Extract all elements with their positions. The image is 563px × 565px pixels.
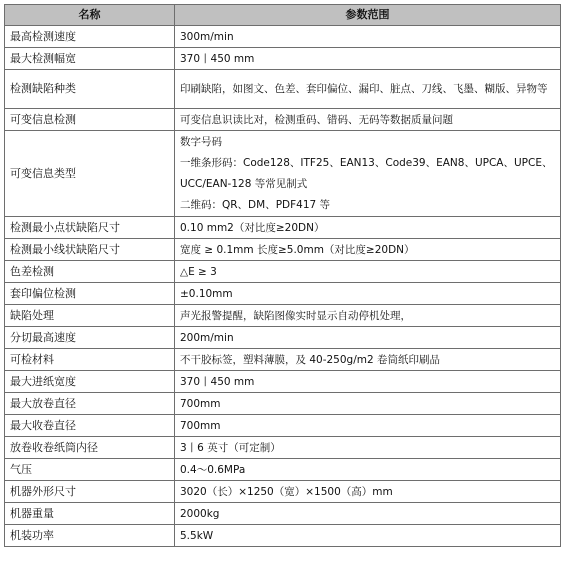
row-label: 最高检测速度: [5, 26, 175, 48]
row-label: 机装功率: [5, 525, 175, 547]
table-row: [5, 305, 561, 327]
table-row: [5, 109, 561, 131]
row-label: 机器外形尺寸: [5, 481, 175, 503]
table-row: [5, 70, 561, 109]
table-row: [5, 503, 561, 525]
row-label: 最大收卷直径: [5, 415, 175, 437]
row-label: 机器重量: [5, 503, 175, 525]
table-row: [5, 525, 561, 547]
row-value-multiline: [175, 131, 561, 217]
row-value: 370丨450 mm: [175, 371, 561, 393]
row-value: 700mm: [175, 393, 561, 415]
row-value: 宽度 ≥ 0.1mm 长度≥5.0mm（对比度≥20DN）: [175, 239, 561, 261]
value-line: 一维条形码：Code128、ITF25、EAN13、Code39、EAN8、UPCA、UPCE、: [180, 156, 553, 169]
table-row: [5, 393, 561, 415]
table-row: [5, 459, 561, 481]
row-label: 放卷收卷纸筒内径: [5, 437, 175, 459]
value-line: 数字号码: [180, 135, 222, 148]
row-value: 700mm: [175, 415, 561, 437]
table-row: [5, 481, 561, 503]
row-label: 色差检测: [5, 261, 175, 283]
row-label: 检测最小线状缺陷尺寸: [5, 239, 175, 261]
table-row: [5, 48, 561, 70]
row-label: 可变信息类型: [5, 131, 175, 217]
table-row: [5, 261, 561, 283]
row-value: 不干胶标签，塑料薄膜，及 40-250g/m2 卷筒纸印刷品: [175, 349, 561, 371]
table-row: [5, 415, 561, 437]
value-line: 二维码：QR、DM、PDF417 等: [180, 198, 331, 211]
row-label: 最大进纸宽度: [5, 371, 175, 393]
row-label: 最大检测幅宽: [5, 48, 175, 70]
row-value: 2000kg: [175, 503, 561, 525]
row-value: 0.4～0.6MPa: [175, 459, 561, 481]
column-header-name: 名称: [5, 5, 175, 26]
row-value: △E ≥ 3: [175, 261, 561, 283]
table-row: [5, 239, 561, 261]
row-value: 5.5kW: [175, 525, 561, 547]
table-row: [5, 217, 561, 239]
row-label: 缺陷处理: [5, 305, 175, 327]
row-label: 可变信息检测: [5, 109, 175, 131]
table-row: [5, 283, 561, 305]
row-value: ±0.10mm: [175, 283, 561, 305]
table-row: [5, 131, 561, 217]
table-row: [5, 26, 561, 48]
table-row: [5, 349, 561, 371]
header-row: [5, 5, 561, 26]
row-label: 检测最小点状缺陷尺寸: [5, 217, 175, 239]
table-row: [5, 327, 561, 349]
table-row: [5, 437, 561, 459]
row-value: 3020（长）×1250（宽）×1500（高）mm: [175, 481, 561, 503]
row-value: 0.10 mm2（对比度≥20DN）: [175, 217, 561, 239]
column-header-range: 参数范围: [175, 5, 561, 26]
row-label: 气压: [5, 459, 175, 481]
row-label: 可检材料: [5, 349, 175, 371]
row-value: 200m/min: [175, 327, 561, 349]
spec-table: [4, 4, 561, 547]
row-value: 可变信息识读比对，检测重码、错码、无码等数据质量问题: [175, 109, 561, 131]
row-label: 分切最高速度: [5, 327, 175, 349]
row-value: 印刷缺陷，如图文、色差、套印偏位、漏印、脏点、刀线、飞墨、糊版、异物等: [175, 70, 561, 109]
row-label: 检测缺陷种类: [5, 70, 175, 109]
row-value: 3丨6 英寸（可定制）: [175, 437, 561, 459]
table-row: [5, 371, 561, 393]
value-line: UCC/EAN-128 等常见制式: [180, 177, 308, 190]
row-value: 370丨450 mm: [175, 48, 561, 70]
row-label: 最大放卷直径: [5, 393, 175, 415]
row-value: 300m/min: [175, 26, 561, 48]
row-label: 套印偏位检测: [5, 283, 175, 305]
row-value: 声光报警提醒，缺陷图像实时显示自动停机处理，: [175, 305, 561, 327]
